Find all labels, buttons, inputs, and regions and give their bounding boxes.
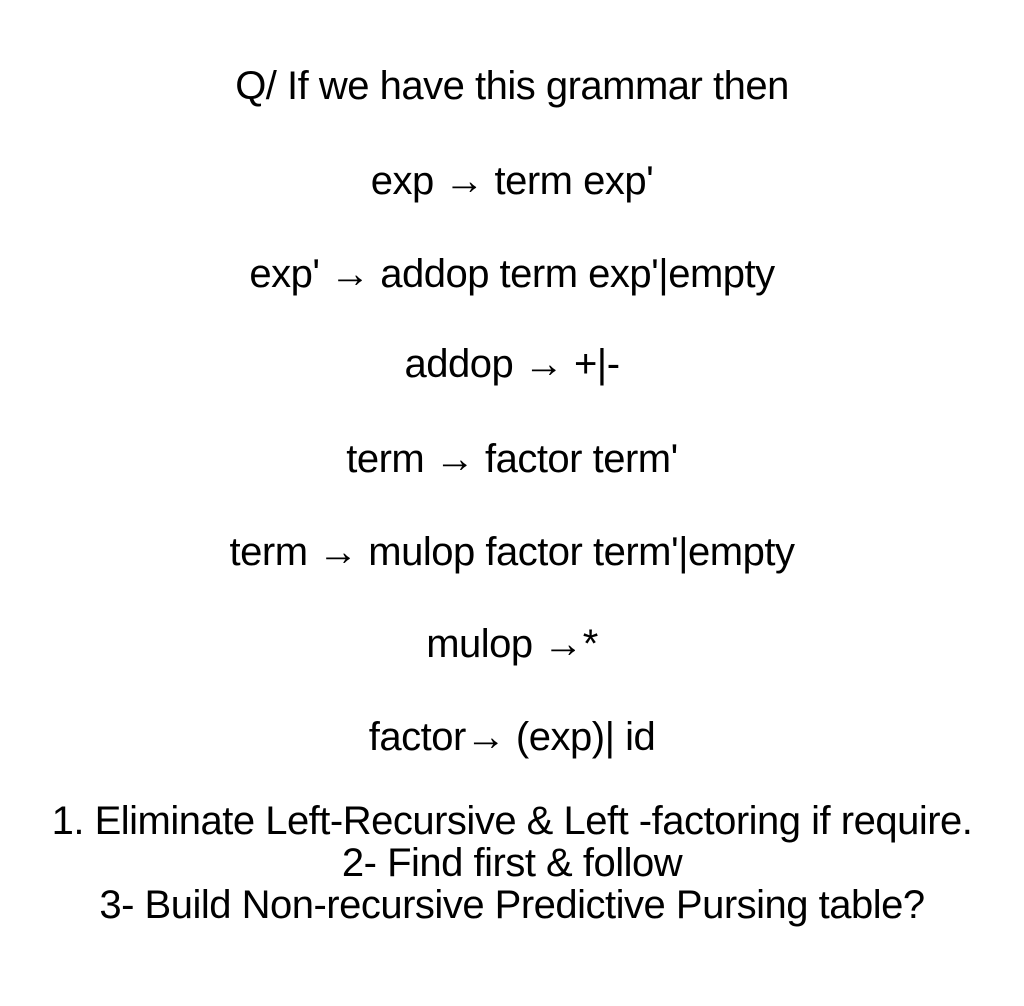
grammar-rule-term: term → factor term' [346,437,678,481]
grammar-rule-addop: addop → +|- [404,342,620,386]
grammar-rule-term-prime: term → mulop factor term'|empty [229,530,795,574]
task-list [0,800,1024,926]
grammar-rule-exp-prime: exp' → addop term exp'|empty [249,252,775,296]
task-item-1: 1. Eliminate Left-Recursive & Left -factoring if require. [51,799,973,843]
question-heading: Q/ If we have this grammar then [235,64,789,108]
grammar-rule-mulop: mulop →* [426,622,598,666]
grammar-rule-exp: exp → term exp' [370,159,654,203]
task-item-3: 3- Build Non-recursive Predictive Pursing table? [99,883,925,927]
task-item-2: 2- Find first & follow [341,841,683,885]
grammar-rule-factor: factor→ (exp)| id [368,715,656,759]
